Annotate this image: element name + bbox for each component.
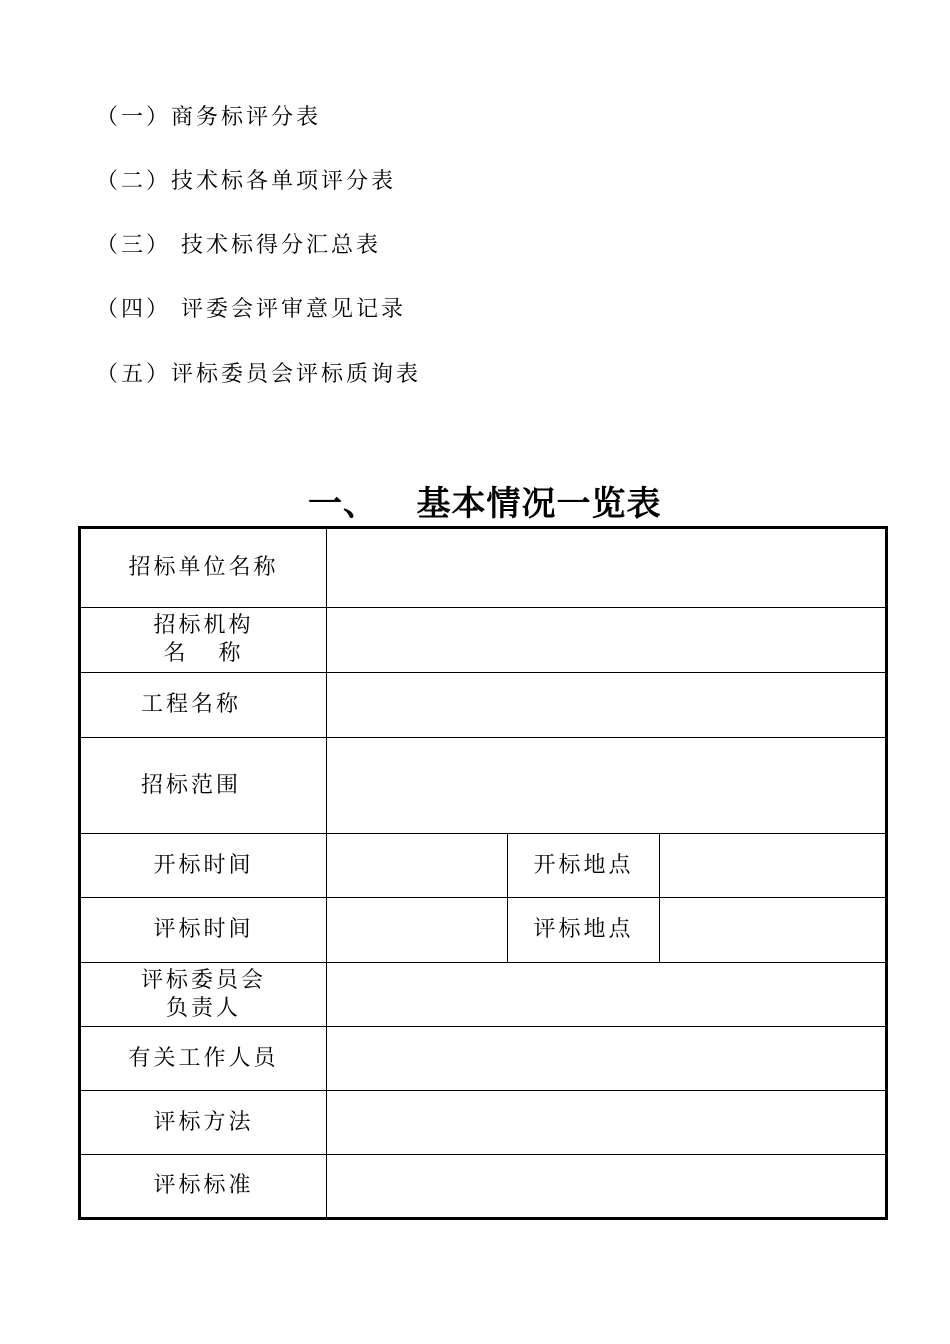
evaluation-place-label: 评标地点 (508, 898, 660, 963)
toc-item-technical-single-score: （二）技术标各单项评分表 (96, 169, 397, 194)
table-row (80, 1091, 887, 1155)
section-title: 一、 基本情况一览表 (308, 484, 662, 524)
evaluation-place-value[interactable] (660, 898, 887, 963)
toc-item-technical-summary: （三） 技术标得分汇总表 (96, 233, 381, 258)
agency-name-label (80, 608, 327, 673)
table-row (80, 1027, 887, 1091)
evaluation-method-value[interactable] (327, 1091, 887, 1155)
committee-head-label-line1: 评标委员会 (140, 967, 266, 993)
opening-time-value[interactable] (327, 834, 508, 898)
opening-place-label: 开标地点 (508, 834, 660, 898)
agency-name-label-line1: 招标机构 (153, 613, 254, 638)
agency-name-value[interactable] (327, 608, 887, 673)
tender-unit-name-label: 招标单位名称 (80, 528, 327, 608)
table-row (80, 608, 887, 673)
opening-time-label: 开标时间 (80, 834, 327, 898)
tender-scope-value[interactable] (327, 738, 887, 834)
evaluation-method-label: 评标方法 (80, 1091, 327, 1155)
toc-item-business-score: （一）商务标评分表 (96, 105, 322, 130)
table-row (80, 898, 887, 963)
project-name-label: 工程名称 (80, 673, 327, 738)
related-staff-label: 有关工作人员 (80, 1027, 327, 1091)
evaluation-time-value[interactable] (327, 898, 508, 963)
table-row (80, 528, 887, 608)
table-row (80, 834, 887, 898)
committee-head-value[interactable] (327, 963, 887, 1027)
committee-head-label (80, 963, 327, 1027)
agency-name-label-line2: 名 称 (163, 641, 244, 666)
table-row (80, 738, 887, 834)
toc-item-inquiry-form: （五）评标委员会评标质询表 (96, 362, 422, 387)
evaluation-time-label: 评标时间 (80, 898, 327, 963)
toc-item-committee-opinion: （四） 评委会评审意见记录 (96, 297, 406, 322)
basic-info-table (78, 526, 888, 1220)
evaluation-standard-value[interactable] (327, 1155, 887, 1219)
table-row (80, 963, 887, 1027)
committee-head-label-line2: 负责人 (165, 995, 241, 1021)
project-name-value[interactable] (327, 673, 887, 738)
tender-scope-label: 招标范围 (80, 738, 327, 834)
table-row (80, 1155, 887, 1219)
related-staff-value[interactable] (327, 1027, 887, 1091)
opening-place-value[interactable] (660, 834, 887, 898)
evaluation-standard-label: 评标标准 (80, 1155, 327, 1219)
tender-unit-name-value[interactable] (327, 528, 887, 608)
table-row (80, 673, 887, 738)
